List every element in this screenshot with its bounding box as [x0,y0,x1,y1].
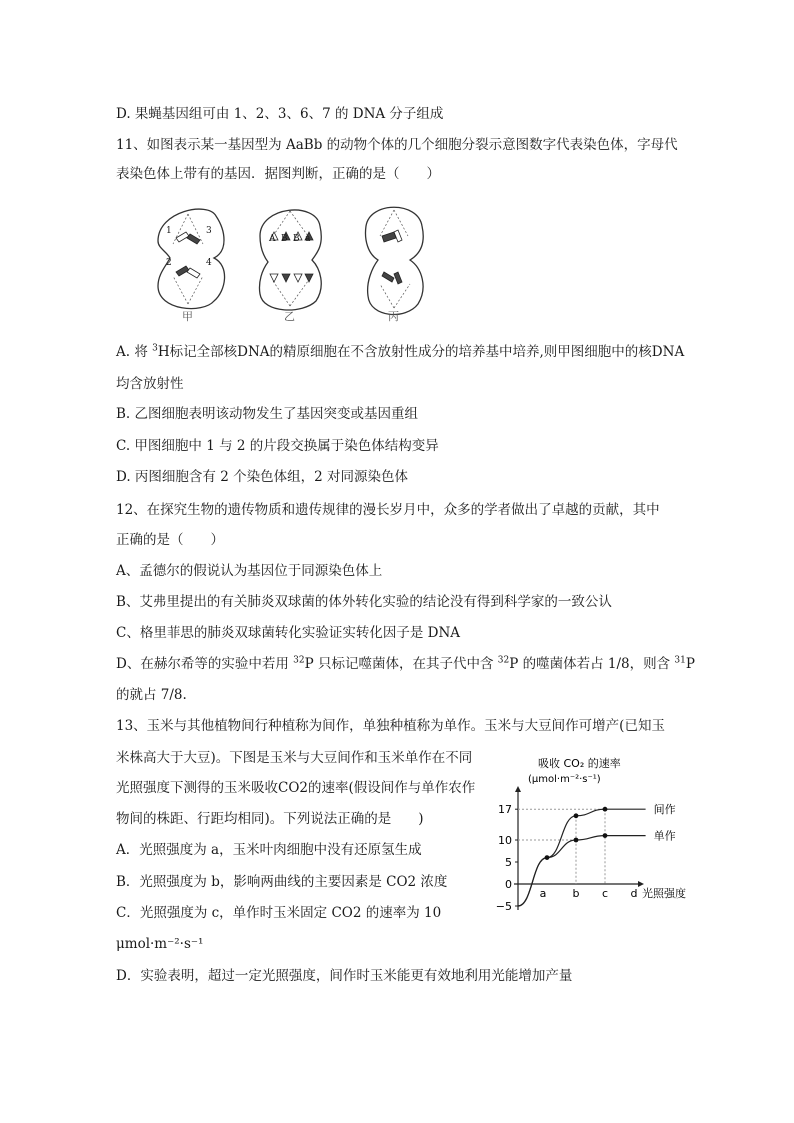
cell2-gene: A [269,234,276,244]
data-point [574,838,579,843]
chart-xlabel: 光照强度 [642,887,686,900]
cell1-number: 1 [166,226,172,236]
q11-stem-line-2: 表染色体上带有的基因．据图判断，正确的是（ ） [116,166,440,182]
chart-title: 吸收 CO₂ 的速率 [538,757,621,770]
q13-stem-line-3: 光照强度下测得的玉米吸收CO2的速率(假设间作与单作农作 [116,780,476,796]
cell2-gene: B [281,234,288,244]
data-point [603,833,608,838]
series-label: 间作 [653,803,676,817]
y-tick-label: 0 [505,878,512,891]
q10-option-d: D. 果蝇基因组可由 1、2、3、6、7 的 DNA 分子组成 [116,106,444,122]
y-tick-label: 10 [498,834,512,847]
q13-option-b: B．光照强度为 b，影响两曲线的主要因素是 CO2 浓度 [116,874,448,890]
data-point [574,813,579,818]
cell-label-yi: 乙 [284,310,295,323]
q11-stem-line-1: 11、如图表示某一基因型为 AaBb 的动物个体的几个细胞分裂示意图数字代表染色体，字母代 [116,137,678,153]
cell1-number: 4 [206,258,212,268]
series-line-monocrop [518,836,646,906]
y-axis-arrow [515,786,521,792]
y-tick-label: 5 [505,856,512,869]
q13-stem-line-1: 13、玉米与其他植物间行种植称为间作，单独种植称为单作。玉米与大豆间作可增产(已知玉 [116,718,665,734]
q12-stem-line-1: 12、在探究生物的遗传物质和遗传规律的漫长岁月中，众多的学者做出了卓越的贡献，其中 [116,502,660,518]
q12-option-d-line-1: D、在赫尔希等的实验中若用 $^{32}$P 只标记噬菌体，在其子代中含 $^{32}$P 的噬菌体若占 1/8，则含 $^{31}$P [116,655,695,672]
cell-label-bing: 丙 [388,310,399,323]
cell2-gene: B [293,234,300,244]
q11-option-a-line-1: A. 将 $^3$H标记全部核DNA的精原细胞在不含放射性成分的培养基中培养,则甲图细胞中的核DNA [116,343,685,360]
cell2-gene: a [305,234,311,244]
cell1-number: 3 [206,226,212,236]
data-point [545,855,550,860]
series-line-intercrop [518,809,646,906]
y-tick-label: −5 [495,900,512,913]
co2-rate-chart [488,756,708,916]
x-tick-label: c [601,887,609,900]
cell-division-figure [148,196,448,326]
y-tick-label: 17 [498,803,512,817]
q13-option-c-line-2: μmol·m⁻²·s⁻¹ [116,936,204,952]
series-label: 单作 [653,829,676,843]
q13-stem-line-2: 米株高大于大豆)。下图是玉米与大豆间作和玉米单作在不同 [116,750,473,766]
q13-option-d: D．实验表明，超过一定光照强度，间作时玉米能更有效地利用光能增加产量 [116,968,573,984]
q11-option-a-line-2: 均含放射性 [116,376,184,392]
q12-option-c: C、格里菲思的肺炎双球菌转化实验证实转化因子是 DNA [116,625,461,641]
q12-option-b: B、艾弗里提出的有关肺炎双球菌的体外转化实验的结论没有得到科学家的一致公认 [116,594,612,610]
cell-division-drawing [148,196,448,326]
q12-stem-line-2: 正确的是（ ） [116,532,224,548]
q13-option-c-line-1: C．光照强度为 c，单作时玉米固定 CO2 的速率为 10 [116,905,442,921]
q11-option-b: B. 乙图细胞表明该动物发生了基因突变或基因重组 [116,406,419,422]
q12-option-a: A、孟德尔的假说认为基因位于同源染色体上 [116,563,383,579]
x-tick-label: a [539,887,547,900]
x-tick-label: d [630,887,638,900]
x-tick-label: b [572,887,580,900]
data-point [603,807,608,812]
q11-option-d: D. 丙图细胞含有 2 个染色体组，2 对同源染色体 [116,469,408,485]
chart-svg [488,756,708,916]
cell1-number: 2 [166,258,172,268]
q11-option-c: C. 甲图细胞中 1 与 2 的片段交换属于染色体结构变异 [116,438,439,454]
cell-label-jia: 甲 [182,310,193,323]
chart-ylabel-unit: (μmol·m⁻²·s⁻¹) [528,774,601,785]
q13-option-a: A．光照强度为 a，玉米叶肉细胞中没有还原氢生成 [116,842,422,858]
q12-option-d-line-2: 的就占 7/8. [116,687,187,703]
q13-stem-line-4: 物间的株距、行距均相同)。下列说法正确的是 ) [116,811,424,827]
